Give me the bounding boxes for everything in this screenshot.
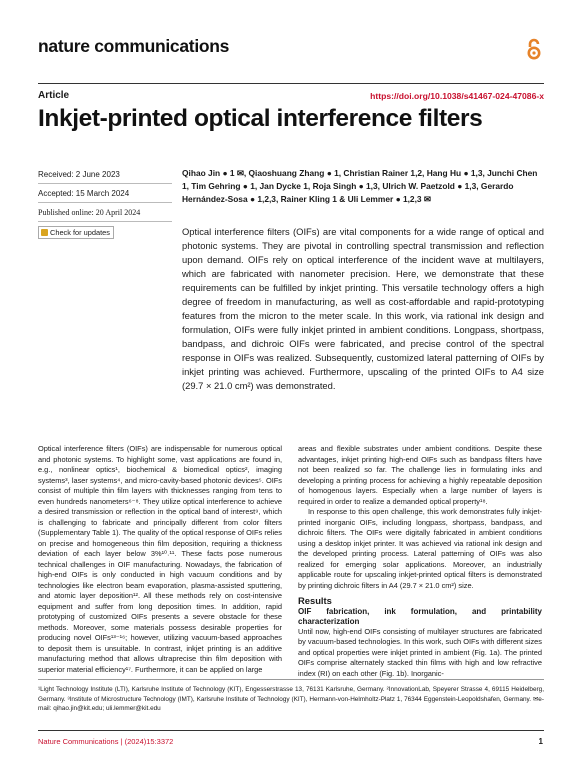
meta-divider: [38, 183, 172, 184]
section-heading-results: Results: [298, 595, 332, 606]
body-paragraph: In response to this open challenge, this work demonstrates fully inkjet-printed inorganic OIFs, including longpass, shortpass, bandpass, and dichroic filters. The OIFs were digitally fabricated in ambient conditions using a desktop inkjet printer. It was achieved via rational ink design and the developed printing process. Lateral patterning of OIFs was also realized for emerging solar applications. Moreover, an industrially applicable route for upscaling inkjet-printed optical filters is demonstrated by printing dichroic filters in A4 (29.7 × 21.0 cm²) size.: [298, 507, 542, 590]
check-updates-icon: [41, 229, 48, 236]
accepted-date: Accepted: 15 March 2024: [38, 189, 130, 198]
subsection-heading: OIF fabrication, ink formulation, and printability characterization: [298, 606, 542, 626]
page-number: 1: [538, 737, 543, 746]
meta-divider: [38, 221, 172, 222]
abstract: Optical interference filters (OIFs) are vital components for a wide range of optical and photonic systems. They are pivotal in controlling spectral transmission and reflection upon demand. OIFs rely on optical interference of the incident wave at multilayers, which are fabricated with nanometer precision. Here, we demonstrate that these requirements can be fulfilled by inkjet printing. This versatile technology offers a high degree of freedom in manufacturing, as well as cost-affordable and rapid-prototyping features from the micron to the meter scale. In this work, via rational ink design and formulation, OIFs were fully inkjet printed in ambient conditions. Longpass, shortpass, bandpass, and dichroic OIFs were fabricated, and precise control of the spectral response in OIFs was realized. Subsequently, customized lateral patterning of OIFs by inkjet printing was achieved. Furthermore, upscaling of the printed OIFs to A4 size (29.7 × 21.0 cm²) was demonstrated.: [182, 226, 544, 391]
journal-name: nature communications: [38, 36, 230, 56]
check-updates-button[interactable]: [38, 226, 114, 239]
footer-journal-ref: Nature Communications | (2024)15:3372: [38, 737, 174, 746]
footer-rule: [38, 730, 544, 731]
body-column-right: [298, 444, 542, 679]
body-paragraph: areas and flexible substrates under ambient conditions. Despite these advantages, inkjet printing high-end OIFs such as bandpass filters have not been realized so far. The challenge lies in formulating inks and developing a printing process for achieving a highly repeatable deposition of homogenous layers. Especially when a large number of layers is required in order to realize a demanded optical property¹⁸.: [298, 444, 542, 506]
affiliation-rule: [38, 679, 544, 680]
doi-link[interactable]: https://doi.org/10.1038/s41467-024-47086-x: [370, 91, 544, 101]
header-rule: [38, 83, 544, 84]
article-type: Article: [38, 90, 70, 101]
affiliations: ¹Light Technology Institute (LTI), Karlsruhe Institute of Technology (KIT), Engesserstrasse 13, 76131 Karlsruhe, Germany. ²InnovationLab, Speyerer Strasse 4, 69115 Heidelberg, Germany. ³Institute of Microstructure Technology (IMT), Karlsruhe Institute of Technology (KIT), Hermann-von-Helmholtz-Platz 1, 76344 Eggenstein-Leopoldshafen, Germany. ✉e-mail: qihao.jin@kit.edu; uli.lemmer@kit.edu: [38, 686, 544, 713]
published-date: Published online: 20 April 2024: [38, 208, 141, 217]
received-date: Received: 2 June 2023: [38, 170, 120, 179]
check-updates-label: Check for updates: [50, 228, 110, 237]
meta-divider: [38, 202, 172, 203]
author-list: Qihao Jin ● 1 ✉, Qiaoshuang Zhang ● 1, Christian Rainer 1,2, Hang Hu ● 1,3, Junchi Chen 1, Tim Gehring ● 1, Jan Dycke 1, Roja Singh ● 1,3, Ulrich W. Paetzold ● 1,3, Gerardo Hernández-Sosa ● 1,2,3, Rainer Kling 1 & Uli Lemmer ● 1,2,3 ✉: [182, 168, 538, 204]
article-title: Inkjet-printed optical interference filters: [38, 105, 483, 132]
body-column-left: [38, 444, 282, 675]
open-access-icon[interactable]: [525, 38, 543, 60]
body-paragraph: Until now, high-end OIFs consisting of multilayer structures are fabricated by vacuum-based technologies. In this work, such OIFs with different sizes and optical properties were inkjet printed in ambient (Fig. 1a). The printed OIFs comprise alternately stacked thin films with high and low refractive index (RI) on each other (Fig. 1b). Inorganic-: [298, 626, 542, 678]
body-paragraph: Optical interference filters (OIFs) are indispensable for numerous optical and photonic systems. To highlight some, vast applications are found in, e.g., nonlinear optics¹, biochemical & biomedical optics², imaging systems³, laser systems⁴, and micro-cavity-based photonic devices⁵. OIFs consist of multiple thin film layers with thicknesses ranging from tens to even hundreds nanometers⁶⁻⁸. They utilize optical interference to achieve a desired transmission or reflection in the optical band of interest⁹, which is challenging to fabricate and principally different from color filters (Supplementary Table 1). The quality of the optical response of OIFs relies on precise and homogeneous thin film deposition, requiring a thickness deviation of each layer below 3%¹⁰˒¹¹. These facts pose numerous technical challenges in OIF manufacturing. Nowadays, the fabrication of high-end OIFs is only conducted in high vacuum conditions and by technologies like electron beam evaporation, plasma-assisted sputtering, and atomic layer deposition¹². All these methods rely on cost-intensive equipment and suffer from long deposition times. In addition, rapid prototyping of customized OIFs presents a severe obstacle for these methods. Moreover, some materials possess desirable properties for producing novel OIFs¹³⁻¹⁶; however, utilizing vacuum-based approaches to deposit them is unsuitable. In contrast, inkjet printing is an additive manufacturing method that allows ultraprecise thin film deposition with superior material efficiency¹⁷. Furthermore, it can be applied on large: [38, 444, 282, 674]
